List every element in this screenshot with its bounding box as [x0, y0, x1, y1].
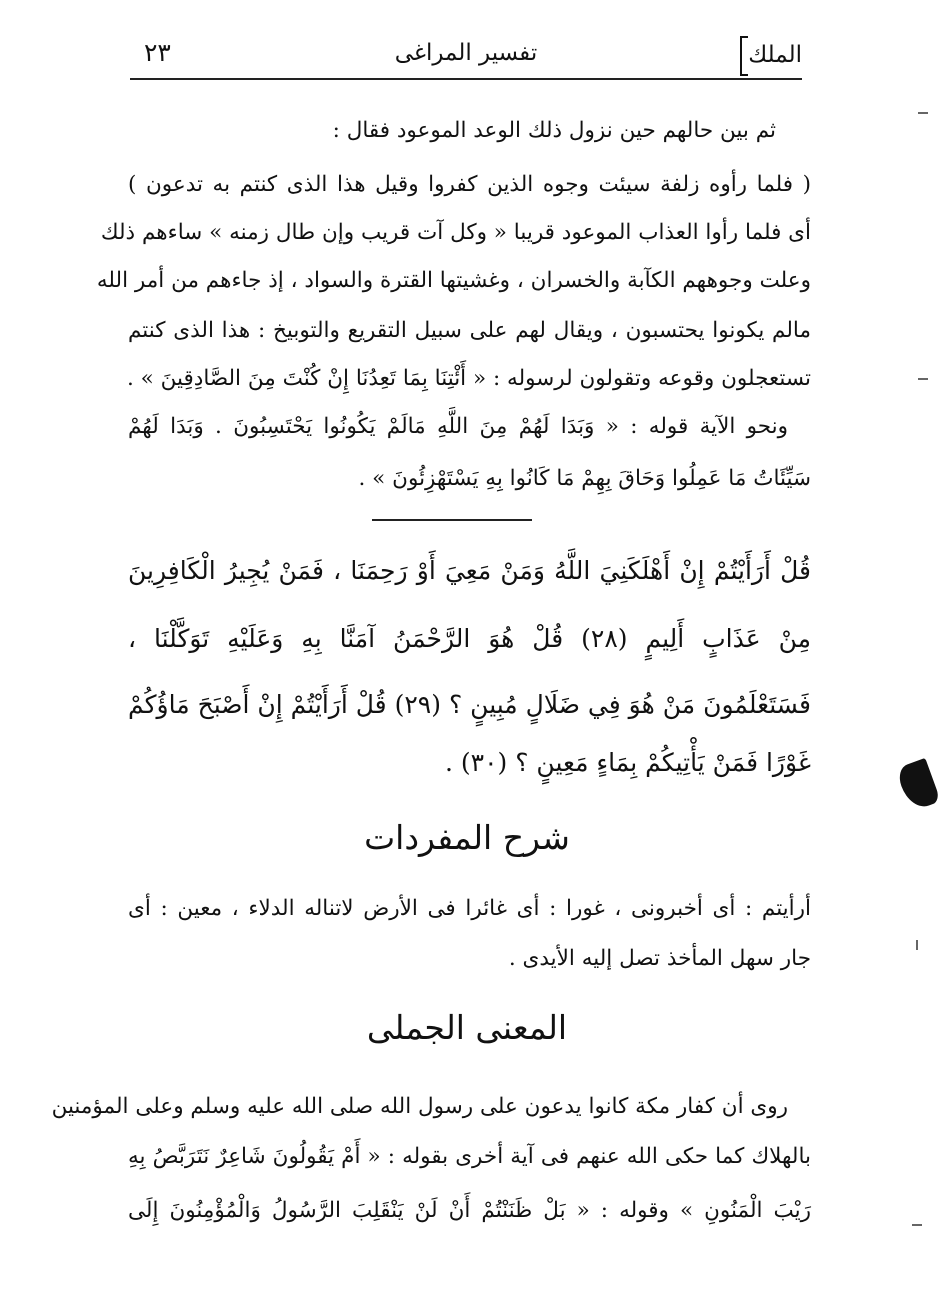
- page-header: [130, 30, 802, 80]
- body-line: تستعجلون وقوعه وتقولون لرسوله : « أَئْتِنَا بِمَا تَعِدُنَا إِنْ كُنْتَ مِنَ الصَّادِقِينَ » .: [126, 366, 811, 391]
- meaning-line: روى أن كفار مكة كانوا يدعون على رسول الله صلى الله عليه وسلم وعلى المؤمنين: [51, 1094, 788, 1119]
- surah-name: [736, 36, 802, 76]
- vocab-line: أرأيتم : أى أخبرونى ، غورا : أى غائرا فى الأرض لاتناله الدلاء ، معين : أى: [128, 896, 811, 921]
- margin-mark: [918, 378, 928, 380]
- body-line: ( فلما رأوه زلفة سيئت وجوه الذين كفروا وقيل هذا الذى كنتم به تدعون ): [128, 172, 811, 197]
- verse-line: قُلْ أَرَأَيْتُمْ إِنْ أَهْلَكَنِيَ اللَّهُ وَمَنْ مَعِيَ أَوْ رَحِمَنَا ، فَمَنْ يُجِيرُ الْكَافِرِينَ: [128, 556, 811, 585]
- body-line: مالم يكونوا يحتسبون ، ويقال لهم على سبيل التقريع والتوبيخ : هذا الذى كنتم: [128, 318, 811, 343]
- book-title: تفسير المراغى: [394, 40, 538, 66]
- margin-mark: [916, 940, 918, 950]
- section-divider: [372, 519, 532, 521]
- vocab-line: جار سهل المأخذ تصل إليه الأيدى .: [508, 946, 811, 971]
- verse-line: غَوْرًا فَمَنْ يَأْتِيكُمْ بِمَاءٍ مَعِينٍ ؟ (٣٠) .: [445, 748, 811, 777]
- margin-mark: [918, 112, 928, 114]
- body-line: أى فلما رأوا العذاب الموعود قريبا « وكل آت قريب وإن طال زمنه » ساءهم ذلك: [100, 220, 811, 245]
- ink-blot: [895, 758, 941, 812]
- surah-name-text: الملك: [748, 42, 802, 68]
- verse-line: فَسَتَعْلَمُونَ مَنْ هُوَ فِي ضَلَالٍ مُبِينٍ ؟ (٢٩) قُلْ أَرَأَيْتُمْ إِنْ أَصْبَحَ مَاؤُكُمْ: [128, 690, 811, 719]
- meaning-line: بالهلاك كما حكى الله عنهم فى آية أخرى بقوله : « أَمْ يَقُولُونَ شَاعِرٌ نَتَرَبَّصُ بِهِ: [128, 1144, 812, 1169]
- heading-general-meaning: المعنى الجملى: [366, 1008, 568, 1047]
- body-line: ونحو الآية قوله : « وَبَدَا لَهُمْ مِنَ اللَّهِ مَالَمْ يَكُونُوا يَحْتَسِبُونَ . وَبَدَا لَهُمْ: [128, 414, 788, 439]
- margin-mark: [912, 1224, 922, 1226]
- body-line: ثم بين حالهم حين نزول ذلك الوعد الموعود فقال :: [332, 118, 776, 143]
- verse-line: مِنْ عَذَابٍ أَلِيمٍ (٢٨) قُلْ هُوَ الرَّحْمَنُ آمَنَّا بِهِ وَعَلَيْهِ تَوَكَّلْنَا ،: [128, 624, 812, 653]
- heading-vocabulary: شرح المفردات: [364, 818, 570, 857]
- page-number: ٢٣: [144, 38, 171, 67]
- body-line: وعلت وجوههم الكآبة والخسران ، وغشيتها القترة والسواد ، إذ جاءهم من أمر الله: [96, 268, 811, 293]
- body-line: سَيِّئَاتُ مَا عَمِلُوا وَحَاقَ بِهِمْ مَا كَانُوا بِهِ يَسْتَهْزِئُونَ » .: [358, 466, 811, 491]
- header-rule: [130, 78, 802, 80]
- meaning-line: رَيْبَ الْمَنُونِ » وقوله : « بَلْ ظَنَنْتُمْ أَنْ لَنْ يَنْقَلِبَ الرَّسُولُ وَالْمُؤْمِنُونَ إِلَى: [128, 1198, 811, 1223]
